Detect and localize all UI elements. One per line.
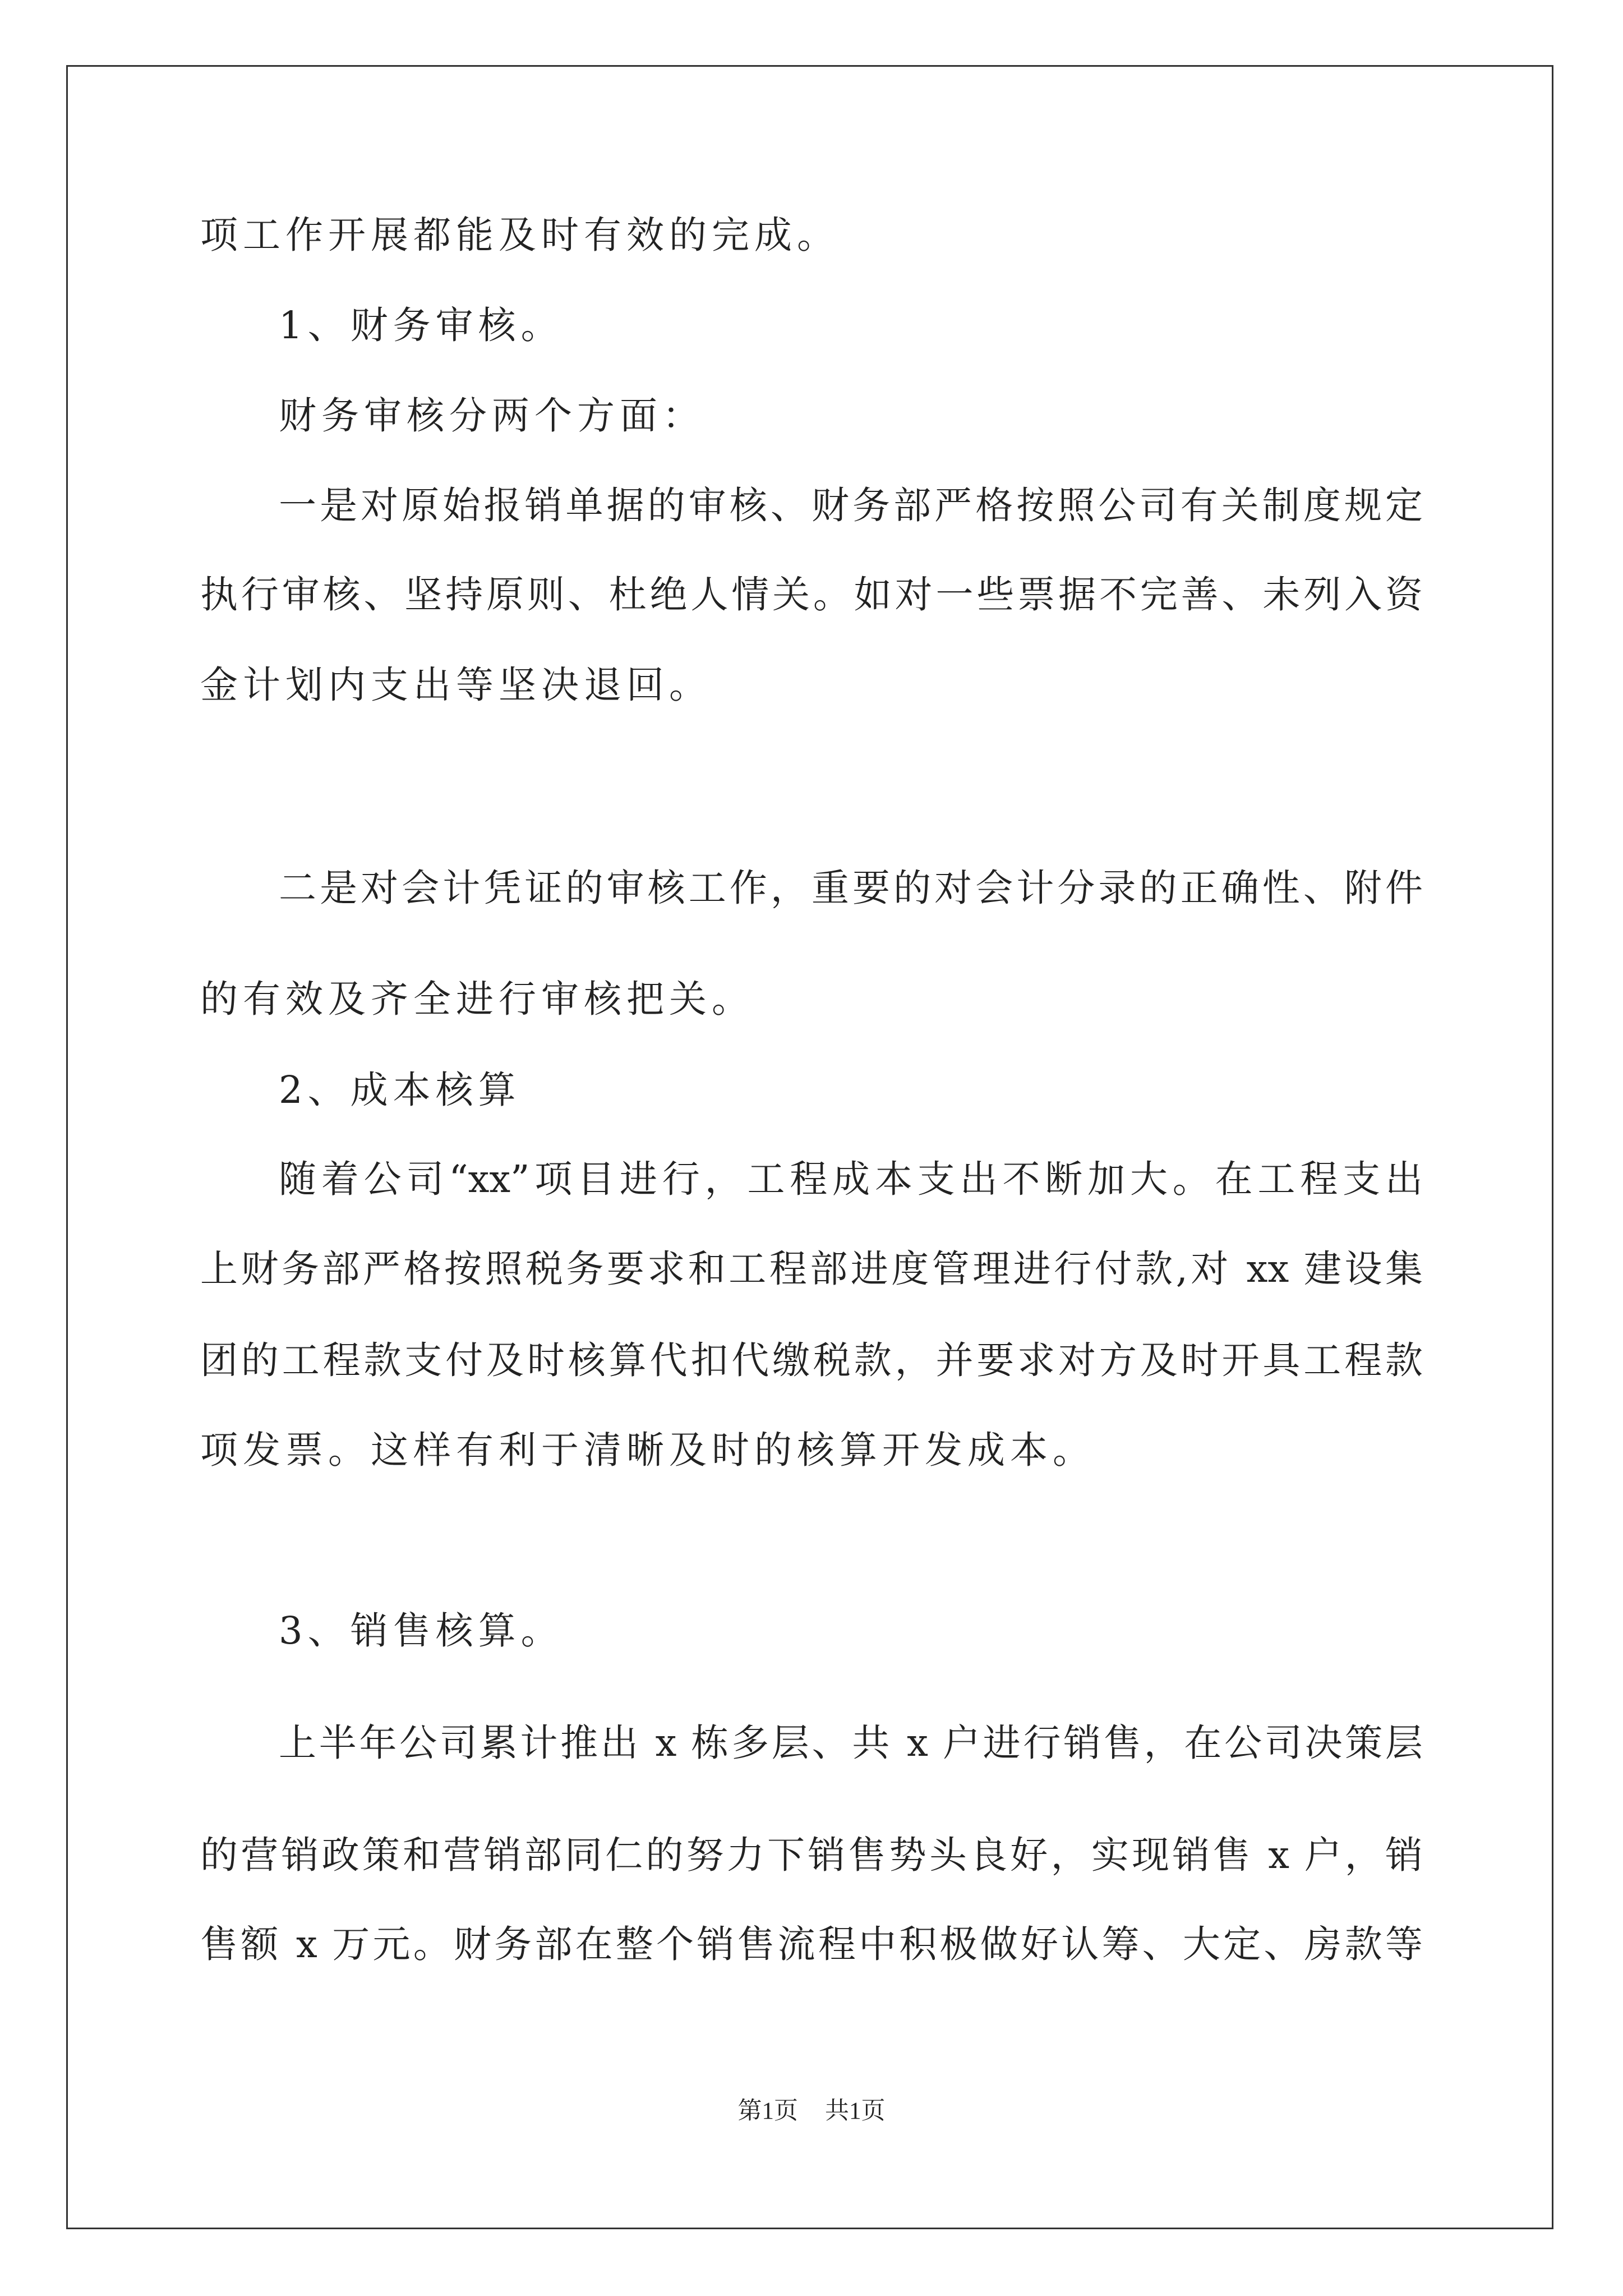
paragraph-line: 的有效及齐全进行审核把关。 bbox=[200, 977, 754, 1021]
section-heading: 1、财务审核。 bbox=[279, 303, 564, 347]
paragraph-line: 执行审核、坚持原则、杜绝人情关。如对一些票据不完善、未列入资 bbox=[200, 573, 1423, 616]
paragraph-line: 的营销政策和营销部同仁的努力下销售势头良好，实现销售 x 户，销 bbox=[200, 1833, 1423, 1877]
page-total: 共1页 bbox=[825, 2098, 886, 2124]
paragraph-line: 一是对原始报销单据的审核、财务部严格按照公司有关制度规定 bbox=[279, 484, 1423, 527]
section-heading: 3、销售核算。 bbox=[279, 1609, 564, 1653]
paragraph-line: 上财务部严格按照税务要求和工程部进度管理进行付款,对 xx 建设集 bbox=[200, 1247, 1423, 1291]
paragraph-line: 财务审核分两个方面： bbox=[279, 394, 705, 438]
paragraph-line: 项工作开展都能及时有效的完成。 bbox=[200, 213, 840, 257]
paragraph-line: 随着公司“xx”项目进行，工程成本支出不断加大。在工程支出 bbox=[279, 1157, 1423, 1201]
page-border bbox=[66, 65, 1553, 2229]
paragraph-line: 二是对会计凭证的审核工作，重要的对会计分录的正确性、附件 bbox=[279, 866, 1423, 910]
paragraph-line: 金计划内支出等坚决退回。 bbox=[200, 663, 712, 707]
paragraph-line: 上半年公司累计推出 x 栋多层、共 x 户进行销售，在公司决策层 bbox=[279, 1721, 1423, 1765]
paragraph-line: 售额 x 万元。财务部在整个销售流程中积极做好认筹、大定、房款等 bbox=[200, 1922, 1423, 1966]
section-heading: 2、成本核算 bbox=[279, 1068, 521, 1112]
page-footer bbox=[0, 2099, 1623, 2123]
paragraph-line: 项发票。这样有利于清晰及时的核算开发成本。 bbox=[200, 1428, 1095, 1472]
paragraph-line: 团的工程款支付及时核算代扣代缴税款，并要求对方及时开具工程款 bbox=[200, 1338, 1423, 1382]
page-number: 第1页 bbox=[737, 2098, 798, 2124]
